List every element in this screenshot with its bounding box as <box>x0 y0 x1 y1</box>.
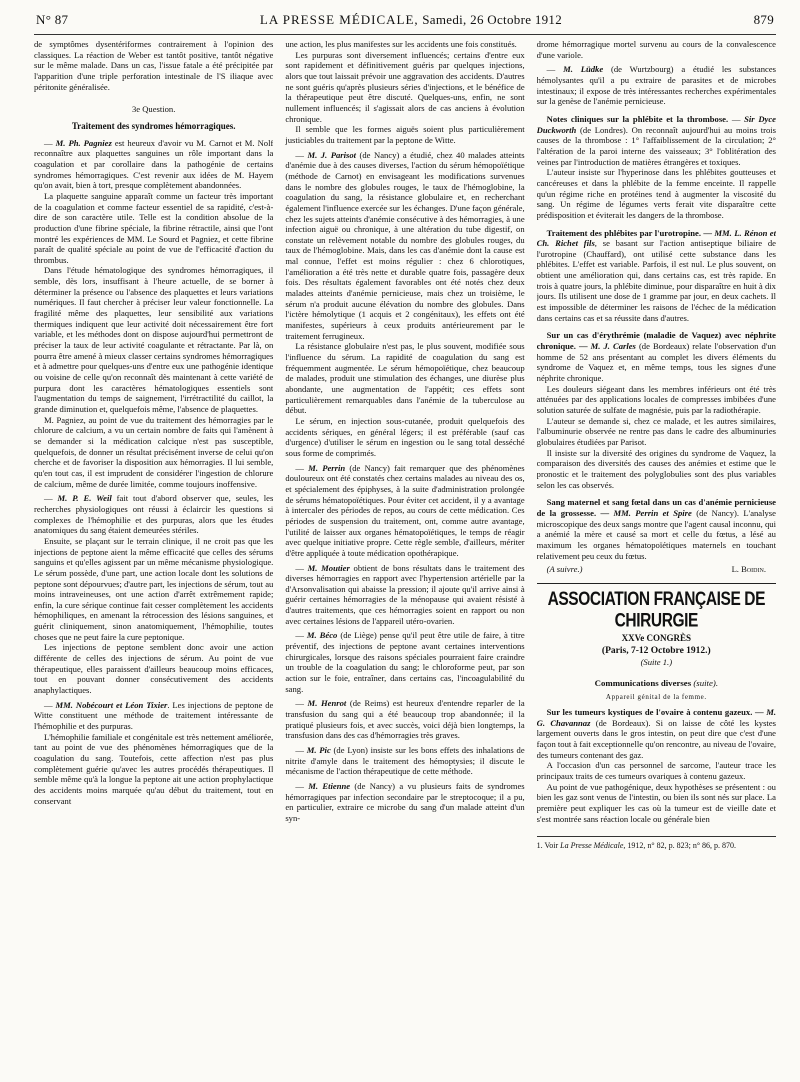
author-name: M. Pic <box>306 745 331 755</box>
paragraph: M. Pagniez, au point de vue du traitement des hémorragies par le chlorure de calcium, a vu un certain nombre de faits qui l'amènent à se demander si la médication calcique n'est pas susceptible, quelquefois, de donner un résultat précisément inverse de celui qu'on cherche et de favoriser la disposition aux hémorragies. Il lui semble, qu'en tout cas, il est imprudent de considérer l'ingestion de chlorure de calcium, même de durée limitée, comme toujours inoffensive. <box>34 414 274 489</box>
paragraph-text: obtient de bons résultats dans le traitement des diverses hémorragies en rapport avec l'hypertension artérielle par la d'Arsonvalisation qui abaisse la pression; il ajoute qu'il arrive ainsi à guérir certaines hémorragies de la ménopause qui avaient résisté à d'autres traitements, que ces hémorragies soient en rapport ou non avec certaines lésions de l'appareil utéro-ovarien. <box>285 562 525 626</box>
paragraph: une action, les plus manifestes sur les accidents une fois constitués. <box>285 39 517 49</box>
paragraph: — M. Moutier obtient de bons résultats dans le traitement des diverses hémorragies en rapport avec l'hypertension artérielle par la d'Arsonvalisation qui abaisse la pression; il ajoute qu'il arrive ainsi à guérir certaines hémorragies de la ménopause qui avaient résisté à d'autres traitements, que ces hémorragies soient en rapport ou non avec certaines lésions de l'appareil utéro-ovarien. <box>285 562 525 626</box>
congress-number: XXVe CONGRÈS <box>621 632 692 643</box>
footnote <box>537 836 776 851</box>
column-2 <box>285 39 524 1069</box>
signature-name: L. Boidin. <box>731 564 766 575</box>
author-name: MM. L. Rénon et Ch. Richet fils <box>536 227 776 249</box>
paragraph <box>537 497 776 561</box>
footnote-prefix: 1. Voir <box>536 841 561 851</box>
paragraph: Au point de vue pathogénique, deux hypothèses se présentent : ou bien les gaz sont venus de l'intestin, ou bien ils sont nés sur place. La première peut expliquer les cas où la tumeur est de vieille date et s'est montrée sans réaction locale ou générale bien <box>536 781 776 824</box>
author-name: M. P. E. Weil <box>57 493 112 504</box>
author-name: MM. Perrin et Spire <box>613 507 692 518</box>
section-subheading: Sur un cas d'érythrémie (maladie de Vaquez) avec néphrite chronique. — <box>536 330 776 352</box>
paragraph-text: (de Bordeaux) relate l'observation d'un homme de 52 ans présentant au complet les divers éléments du syndrome de Vaquez et, en même temps, tous les signes d'une néphrite chronique. <box>536 341 776 384</box>
paragraph: — M. Henrot (de Reims) est heureux d'entendre reparler de la transfusion du sang qui a été beaucoup trop abandonnée; il la pratiqué plusieurs fois, et avec succès, voici déjà bien longtemps, la transfusion dans des cas d'hémorragies très graves. <box>285 698 525 741</box>
running-head <box>34 12 776 35</box>
paragraph: — M. Pic (de Lyon) insiste sur les bons effets des inhalations de nitrite d'amyle dans le traitement des hémoptysies; il discute le mécanisme de l'action thérapeutique de cette méthode. <box>285 745 525 777</box>
communications-heading: Communications diverses <box>594 677 692 688</box>
paragraph: Les purpuras sont diversement influencés; certains d'entre eux sont rapidement et définitivement guéris par quelques injections, alors que tout laissait prévoir une aggravation des accidents. D'autres ne sont guéris qu'après plusieurs séries d'injections, et le bénéfice de la thérapeutique peut être discuté. Quelques-uns, enfin, ne sont nullement influencés; il s'agissait alors de cas anciens à évolution chronique. <box>285 49 525 124</box>
paragraph: — M. Lüdke (de Wurtzbourg) a étudié les substances hémolysantes qu'il a pu extraire de parasites et de microbes intestinaux; il expose de très intéressantes recherches expérimentales sur la genèse de l'anémie pernicieuse. <box>536 64 776 107</box>
paragraph: Les douleurs siégeant dans les membres inférieurs ont été très atténuées par des applications locales de compresses imbibées d'une solution saturée de sulfate de magnésie, puis par la radiothérapie. <box>536 383 776 415</box>
paragraph <box>537 707 776 760</box>
column-1 <box>34 39 273 1069</box>
paragraph-text: (de Nancy) a étudié, chez 40 malades atteints d'anémie due à des causes diverses, l'action du sérum hémopoïétique (méthode de Carnot) en envisageant les modifications survenues dans le nombre des globules rouges, le taux de l'hémoglobine, la coagulation du sang, la résistance globulaire et, en recherchant également l'influence exercée sur les échanges. D'une façon générale, chez les sujets atteints d'anémie consécutive à des hémorragies, à une infection aiguë ou chronique, à une altération du tube digestif, on constate un relèvement notable du nombre des globules rouges, du taux de l'hémoglobine. Mais, dans les cas d'anémie dont la cause est mal connue, l'effet est moins régulier : chez 6 chlorotiques, l'amélioration a été très nette et durable quatre fois, passagère deux fois. Des résultats également favorables ont été notés chez deux malades atteints d'anémie pernicieuse, mais chez un troisième, le sérum n'a produit aucune élévation du nombre des globules. Dans l'ictère hémolytique (1 acquis et 2 congénitaux), les effets ont été manifestes, supérieurs à ceux produits antérieurement par le traitement ferrugineux. <box>285 149 525 341</box>
section-subheading: Notes cliniques sur la phlébite et la thrombose. <box>546 113 729 124</box>
paragraph: La résistance globulaire n'est pas, le plus souvent, modifiée sous l'influence du sérum. La rapidité de coagulation du sang est fréquemment augmentée. Le sérum hémopoïétique, chez beaucoup de malades, produit une stimulation des échanges, une diurèse plus abondante, une augmentation de l'appétit; ces effets sont particulièrement remarquables dans l'anémie de la tuberculose au début. <box>285 341 525 416</box>
paragraph: L'hémophilie familiale et congénitale est très nettement améliorée, tant au point de vue des phénomènes hémorragiques que de la coagulation du sang. Toutefois, cette affection n'est pas plus complètement guérie qu'avec les autres procédés thérapeutiques. Il semble même qu'à la longue la peptone ait une action prophylactique des accidents moins marquée qu'au début du traitement, tout en conservant <box>34 731 274 806</box>
section-subheading: Traitement des phlébites par l'urotropine. — <box>546 227 712 238</box>
paragraph: drome hémorragique mortel survenu au cours de la convalescence d'une variole. <box>536 39 776 60</box>
section-subheading: Sang maternel et sang fœtal dans un cas d'anémie pernicieuse de la grossesse. — <box>536 497 776 518</box>
paragraph: L'auteur insiste sur l'hyperinose dans les phlébites goutteuses et cancéreuses et dans la phlébite de la femme enceinte. Il rappelle qu'un régime riche en protéines tend à augmenter la viscosité du sang. Un régime de légumes verts ferait vite disparaître cette prédisposition et éviterait les dangers de la thrombose. <box>536 167 776 220</box>
paragraph: La plaquette sanguine apparaît comme un facteur très important de la coagulation et comme facteur essentiel de sa rapidité, c'est-à-dire de son caractère utile. Telle est la condition absolue de la production d'une fibrine spéciale, la fibrine rétractile, ainsi que l'ont montré les expériences de MM. Le Sourd et Pagniez, et cette fibrine paraît de qualité spéciale au point de vue de l'efficacité d'action du thrombus. <box>34 190 274 265</box>
paragraph-text: (de Nancy) fait remarquer que des phénomènes douloureux ont été constatés chez certains malades au niveau des os, et spécialement des épiphyses, à la suite d'administration prolongée de sérums hématopoïétiques. Pour éviter cet accident, il y a avantage à intercaler des périodes de repos, au cours de cette médication. Ces périodes de suspension du traitement, ont, comme autre avantage, l'utilité de laisser aux organes hématopoïétiques, le temps de réagir avec quelque initiative propre. Cette règle semble, d'ailleurs, mériter d'être appliquée à toute médication opothérapique. <box>285 462 525 558</box>
paragraph-text: (de Nancy) a vu plusieurs faits de syndromes hémorragiques par infection secondaire par le streptocoque; il a pu, en particulier, extraire ce microbe du sang d'un malade atteint d'un syn- <box>285 780 525 823</box>
author-name: M. Perrin <box>308 462 346 473</box>
continued-note: (Suite 1.) <box>640 657 673 668</box>
footnote-journal: La Presse Médicale <box>560 841 624 851</box>
author-name: M. Béco <box>306 630 338 641</box>
paragraph: A l'occasion d'un cas personnel de sarcome, l'auteur trace les principaux traits de ces tumeurs ovariques à contenu gazeux. <box>536 760 776 782</box>
paragraph: Notes cliniques sur la phlébite et la thrombose. — Sir Dyce Duckworth (de Londres). On reconnaît aujourd'hui au moins trois causes de la thrombose : 1° l'affaiblissement de la circulation; 2° l'altération de la paroi interne des vaisseaux; 3° l'oblitération des veines par l'introduction de matières étrangères et toxiques. <box>536 113 776 167</box>
paragraph: — M. P. E. Weil fait tout d'abord observer que, seules, les recherches physiologiques ont réussi à éclaircir les questions si complexes de l'hémophilie et des purpuras, alors que les études anatomiques du sang étaient demeurées stériles. <box>34 493 274 536</box>
to-be-continued: (A suivre.) <box>546 564 583 575</box>
paragraph <box>537 228 776 324</box>
paragraph <box>537 330 776 383</box>
author-name: M. Ph. Pagniez <box>55 137 112 148</box>
paragraph-text: (de Liège) pense qu'il peut être utile de faire, à titre préventif, des injections de peptone avant certaines interventions chirurgicales, lorsque des raisons spéciales pourraient faire craindre un trouble de la coagulation du sang; le chloroforme peut, par son action sur le foie, entraîner, dans certains cas, l'incoagulabilité du sang. <box>285 630 525 694</box>
paragraph-text: (de Nancy). L'analyse microscopique des deux sangs montre que l'agent causal inconnu, qui a anémié la mère et causé sa mort et celle du fœtus, a lésé au maximum les organes hématopoïétiques maternels en touchant relativement peu ceux du fœtus. <box>536 507 776 561</box>
journal-name: LA PRESSE MÉDICALE, <box>259 12 419 27</box>
author-name: Sir Dyce Duckworth <box>536 113 776 135</box>
paragraph: de symptômes dysentériformes contrairement à l'opinion des classiques. La réaction de Weber est tantôt positive, tantôt négative sur le même malade. Dans un cas, l'issue fatale a été précipitée par l'apparition d'une triple perforation intestinale de l'S iliaque avec péritonite généralisée. <box>34 39 274 92</box>
question-title: Traitement des syndromes hémorragiques. <box>71 120 236 131</box>
author-name: M. Lüdke <box>563 64 604 75</box>
paragraph: Il semble que les formes aiguës soient plus particulièrement justiciables du traitement par la peptone de Witte. <box>285 124 525 145</box>
column-3 <box>537 39 776 1069</box>
author-name: MM. Nobécourt et Léon Tixier <box>55 699 168 710</box>
text-columns <box>34 39 776 1069</box>
footnote-rest: , 1912, n° 82, p. 823; n° 86, p. 870. <box>623 841 737 851</box>
author-name: M. J. Carles <box>590 341 636 352</box>
journal-title-line <box>68 12 753 28</box>
author-name: M. Moutier <box>307 562 350 573</box>
paragraph-text: . Les injections de peptone de Witte constituent une méthode de traitement intéressante de l'hémophilie et des purpuras. <box>34 699 274 732</box>
paragraph: — M. Ph. Pagniez est heureux d'avoir vu M. Carnot et M. Nolf reconnaître aux plaquettes sanguines un rôle important dans la coagulation et par corollaire dans la pathogénie de certains syndromes hémorragiques. C'est revenir aux idées de M. Hayem qu'on avait, bien à tort, presque complètement abandonnées. <box>34 137 274 191</box>
issue-number: N° 87 <box>36 12 69 27</box>
paragraph: — M. J. Parisot (de Nancy) a étudié, chez 40 malades atteints d'anémie due à des causes diverses, l'action du sérum hémopoïétique (méthode de Carnot) en envisageant les modifications survenues dans le nombre des globules rouges, le taux de l'hémoglobine, la coagulation du sang, la résistance globulaire et, en recherchant également l'influence exercée sur les échanges. D'une façon générale, chez les sujets atteints d'anémie consécutive à des hémorragies, à une infection aiguë ou chronique, à une altération du tube digestif, on constate un relèvement notable du nombre des globules rouges, du taux de l'hémoglobine. Mais, dans les cas d'anémie dont la cause est mal connue, l'effet est moins régulier : chez 6 chlorotiques, l'amélioration a été très nette et durable quatre fois, passagère deux fois. Des résultats également favorables ont été notés chez deux malades atteints d'anémie pernicieuse, mais chez un troisième, le sérum n'a produit aucune élévation du nombre des globules. Dans l'ictère hémolytique (1 acquis et 2 congénitaux), les effets ont été manifestes, supérieurs à ceux produits antérieurement par le traitement ferrugineux. <box>285 149 525 341</box>
paragraph: — M. Perrin (de Nancy) fait remarquer que des phénomènes douloureux ont été constatés chez certains malades au niveau des os, et spécialement des épiphyses, à la suite d'administration prolongée de sérums hématopoïétiques. Pour éviter cet accident, il y a avantage à intercaler des périodes de repos, au cours de cette médication. Ces périodes de suspension du traitement, ont, comme autre avantage, l'utilité de laisser aux organes hématopoïétiques, le temps de réagir avec quelque initiative propre. Cette règle semble, d'ailleurs, mériter d'être appliquée à toute médication opothérapique. <box>285 462 525 558</box>
paragraph: L'auteur se demande si, chez ce malade, et les autres similaires, l'albuminurie observée ne rentre pas dans le cadre des albuminuries globulaires étudiées par Parisot. <box>536 415 776 447</box>
paragraph-text: (de Londres). On reconnaît aujourd'hui au moins trois causes de la thrombose : 1° l'affaiblissement de la circulation; 2° l'altération de la paroi interne des vaisseaux; 3° l'oblitération des veines par l'introduction de matières étrangères et toxiques. <box>536 124 776 167</box>
paragraph: — MM. Nobécourt et Léon Tixier. Les injections de peptone de Witte constituent une méthode de traitement intéressante de l'hémophilie et des purpuras. <box>34 699 274 732</box>
paragraph: — M. Béco (de Liège) pense qu'il peut être utile de faire, à titre préventif, des injections de peptone avant certaines interventions chirurgicales, lorsque des raisons spéciales pourraient faire craindre un trouble de la coagulation du sang; le chloroforme peut, par son action sur le foie, entraîner, dans certains cas, l'incoagulabilité du sang. <box>285 630 525 694</box>
paragraph: Le sérum, en injection sous-cutanée, produit quelquefois des accidents sériques, en général légers; il est préférable (sauf cas d'urgence) d'utiliser le sérum en ingestion ou le sang total desséché sous forme de comprimés. <box>285 415 525 458</box>
communications-title <box>537 678 776 689</box>
paragraph-text: (de Lyon) insiste sur les bons effets des inhalations de nitrite d'amyle dans le traitement des hémoptysies; il discute le mécanisme de l'action thérapeutique de cette méthode. <box>285 745 525 777</box>
section-subheading: Sur les tumeurs kystiques de l'ovaire à contenu gazeux. — <box>546 707 764 718</box>
congress-dates: (Paris, 7-12 Octobre 1912.) <box>601 645 711 656</box>
author-name: M. J. Parisot <box>307 149 357 160</box>
page-number: 879 <box>753 12 774 27</box>
paragraph: Il insiste sur la diversité des origines du syndrome de Vaquez, la comparaison des diversités des causes des anémies et estime que le pronostic et le traitement des polyglobulies sont des plus variables selon les cas observés. <box>536 447 776 490</box>
association-header <box>537 583 776 668</box>
issue-date: Samedi, 26 Octobre 1912 <box>422 12 563 27</box>
paragraph-text: , se basant sur l'action antiseptique biliaire de l'urotropine (Chauffard), ont utilisé cette substance dans les phlébites. L'effet est variable. Parfois, il est nul. Le plus souvent, on obtient une amélioration qui, dans certains cas, est très rapide. En trois à quatre jours, la phlébite diminue, pour disparaître en huit à dix jours. Ils utilisent une dose de 1 gramme par jour, en deux cachets. Il est impossible de déterminer les raisons de l'échec de la médication dans certains cas et sa réussite dans d'autres. <box>536 238 776 323</box>
article-signature <box>537 564 776 575</box>
paragraph-text: (de Wurtzbourg) a étudié les substances hémolysantes qu'il a pu extraire de parasites et de microbes intestinaux; il expose de très intéressantes recherches expérimentales sur la genèse de l'anémie pernicieuse. <box>536 64 776 107</box>
paragraph-text: (de Reims) est heureux d'entendre reparler de la transfusion du sang qui a été beaucoup trop abandonnée; il la pratiqué plusieurs fois, et avec succès, voici déjà bien longtemps, la transfusion dans des cas d'hémorragies très graves. <box>285 698 525 741</box>
question-label: 3e Question. <box>131 104 176 115</box>
paragraph-text: fait tout d'abord observer que, seules, les recherches physiologiques ont réussi à éclaircir les questions si complexes de l'hémophilie et des purpuras, alors que les études anatomiques du sang étaient demeurées stériles. <box>34 493 274 536</box>
author-name: M. Henrot <box>307 698 347 709</box>
communications-suite: (suite). <box>693 677 719 688</box>
paragraph: — M. Etienne (de Nancy) a vu plusieurs faits de syndromes hémorragiques par infection secondaire par le streptocoque; il a pu, en particulier, extraire ce microbe du sang d'un malade atteint d'un syn- <box>285 780 525 823</box>
paragraph-text: est heureux d'avoir vu M. Carnot et M. Nolf reconnaître aux plaquettes sanguines un rôle important dans la coagulation et par corollaire dans la pathogénie de certains syndromes hémorragiques. C'est revenir aux idées de M. Hayem qu'on avait, bien à tort, presque complètement abandonnées. <box>34 137 274 191</box>
paragraph: Ensuite, se plaçant sur le terrain clinique, il ne croit pas que les injections de peptone aient la même efficacité que celles des sérums sanguins et qu'elles agissent par un même mécanisme physiologique. Le sérum possède, d'une part, une action locale dont les solutions de peptone sont dépourvues; d'autre part, les injections de sérum, tout au moins intraveineuses, ont une action d'arrêt extrêmement rapide; enfin, la cure sérique continue fait cesser complètement les accidents hémophiliques, en amenant la rétrocession des lésions sanguines, et guérit cliniquement, sinon anatomiquement, l'hémophilie, toutes choses que ne peut faire la cure peptonique. <box>34 535 274 642</box>
subsection-label: Appareil génital de la femme. <box>605 693 707 702</box>
author-name: M. Etienne <box>308 780 351 791</box>
paragraph: Les injections de peptone semblent donc avoir une action différente de celles des injections de sérum. Au point de vue thérapeutique, elles paraissent d'ailleurs beaucoup moins efficaces, tout en pouvant donner consécutivement des accidents anaphylactiques. <box>34 642 274 696</box>
association-title: ASSOCIATION FRANÇAISE DE CHIRURGIE <box>547 588 766 632</box>
paragraph: Dans l'étude hématologique des syndromes hémorragiques, il semble, dès lors, insuffisant à l'heure actuelle, de se borner à déterminer la présence ou l'absence des plaquettes et leurs variations numériques. Il faut chercher à préciser leur valeur fonctionnelle. La fragilité même des plaquettes, leur sensibilité aux variations thermiques indiquent que leur activité doit nécessairement être fort variable, et les méthodes dont on dispose aujourd'hui permettront de préciser la taux de leur activité coagulante et rétractante. Par là, on pourra être amené à mieux classer certains syndromes hémorragiques et à admettre pour quelques-uns d'entre eux une pathogénie identique ou voisine de celle qu'on reconnaît dès maintenant à cette variété de purpura dont les caractères hématologiques essentiels sont l'augmentation du temps de saignement, l'irrétractilité du caillot, la grande diminution et, quelquefois même, l'absence de plaquettes. <box>34 265 274 414</box>
author-name: M. G. Chavannaz <box>536 707 776 728</box>
paragraph-text: (de Bordeaux). Si on laisse de côté les kystes largement ouverts dans le gros intestin, on peut dire que c'est d'une façon tout à fait exceptionnelle qu'on rencontre, au niveau de l'ovaire, des tumeurs contenant des gaz. <box>536 717 776 760</box>
